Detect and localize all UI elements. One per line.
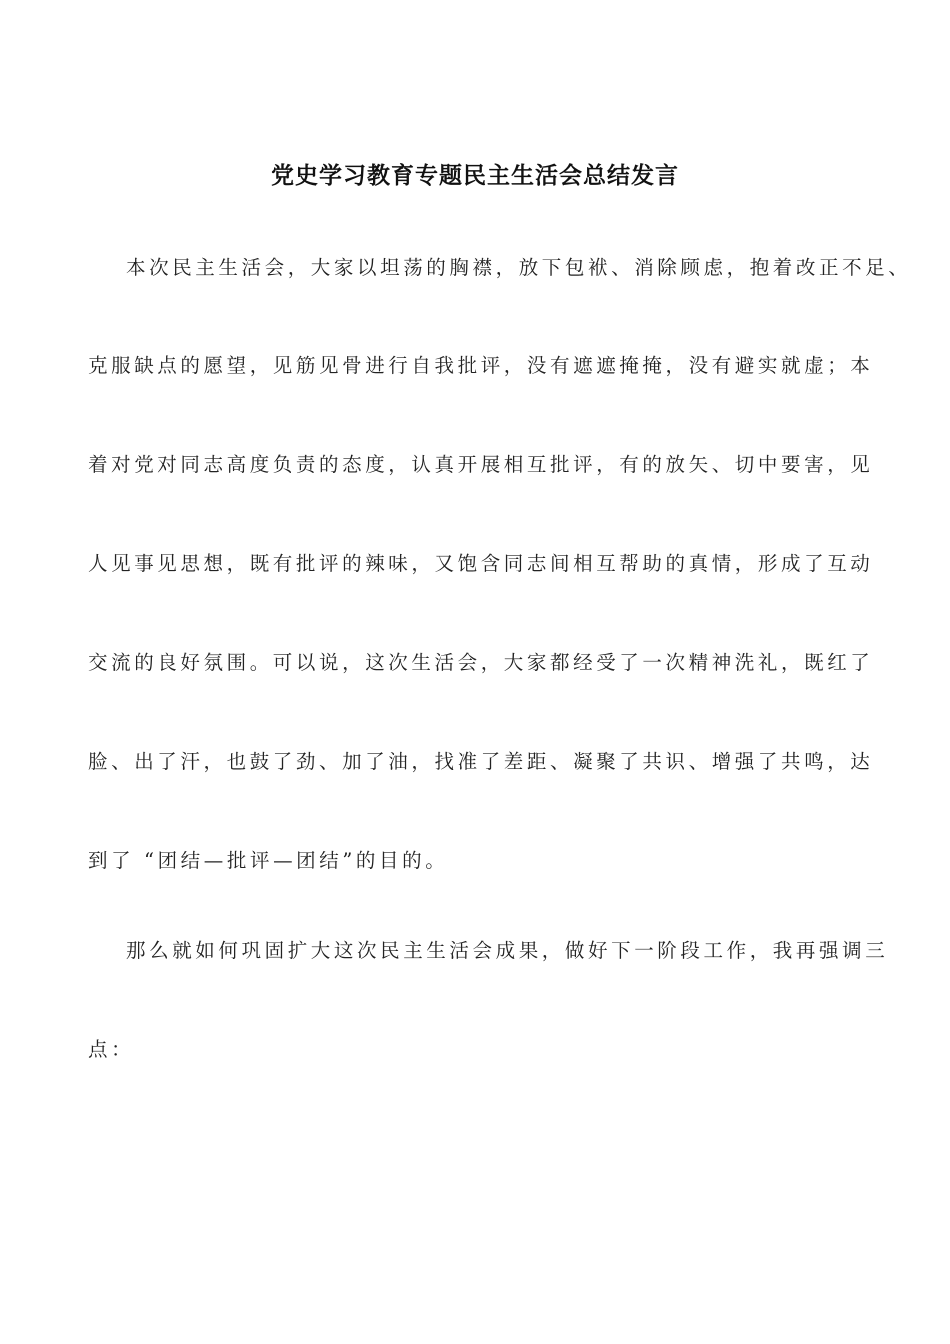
document-title: 党史学习教育专题民主生活会总结发言 <box>271 162 679 189</box>
paragraph-2-line-1: 那么就如何巩固扩大这次民主生活会成果，做好下一阶段工作，我再强调三 <box>126 939 889 962</box>
paragraph-2-line-2: 点： <box>88 1038 135 1061</box>
paragraph-1-line-6: 脸、出了汗，也鼓了劲、加了油，找准了差距、凝聚了共识、增强了共鸣，达 <box>88 750 874 773</box>
paragraph-1-line-2: 克服缺点的愿望，见筋见骨进行自我批评，没有遮遮掩掩，没有避实就虚；本 <box>88 354 874 377</box>
paragraph-1-line-4: 人见事见思想，既有批评的辣味，又饱含同志间相互帮助的真情，形成了互动 <box>88 552 874 575</box>
paragraph-1-line-3: 着对党对同志高度负责的态度，认真开展相互批评，有的放矢、切中要害，见 <box>88 453 874 476</box>
paragraph-1-line-1: 本次民主生活会，大家以坦荡的胸襟，放下包袱、消除顾虑，抱着改正不足、 <box>126 256 912 279</box>
paragraph-1-line-5: 交流的良好氛围。可以说，这次生活会，大家都经受了一次精神洗礼，既红了 <box>88 651 874 674</box>
paragraph-1-line-7: 到了 “团结—批评—团结”的目的。 <box>88 849 449 872</box>
